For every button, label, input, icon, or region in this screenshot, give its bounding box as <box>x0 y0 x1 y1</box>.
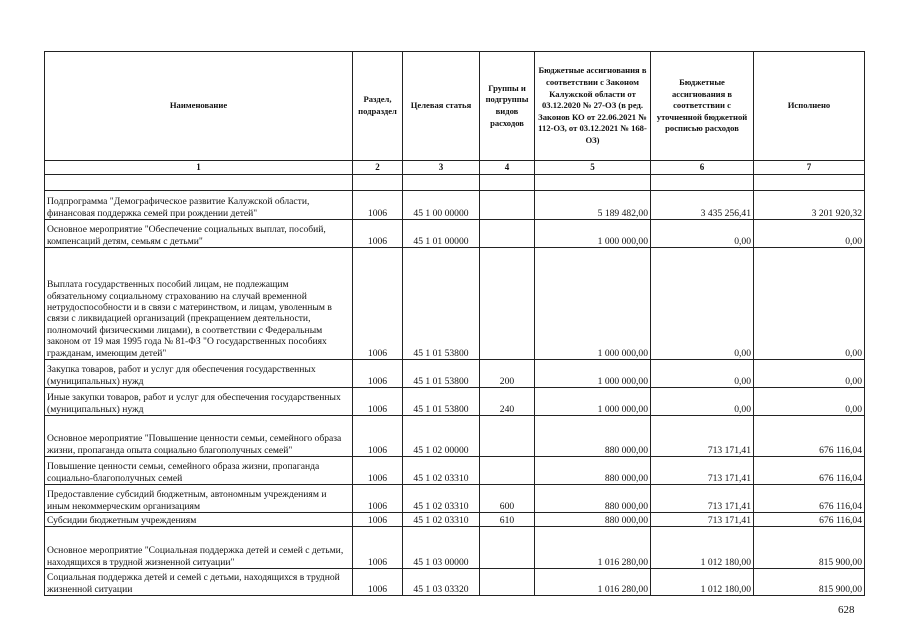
row-expense-group: 240 <box>480 388 535 416</box>
header-name: Наименование <box>45 52 353 161</box>
budget-sheet <box>44 51 865 596</box>
row-revised-amount: 3 435 256,41 <box>651 191 754 220</box>
table-row <box>45 457 865 485</box>
header-executed: Исполнено <box>754 52 865 161</box>
row-section: 1006 <box>353 569 403 596</box>
row-law-amount: 880 000,00 <box>535 485 651 513</box>
row-executed-amount: 0,00 <box>754 220 865 248</box>
row-section: 1006 <box>353 513 403 527</box>
table-row <box>45 248 865 360</box>
row-target-article: 45 1 03 00000 <box>403 527 480 569</box>
row-law-amount: 880 000,00 <box>535 513 651 527</box>
row-expense-group <box>480 527 535 569</box>
row-name: Основное мероприятие "Обеспечение социальных выплат, пособий, компенсаций детям, семьям с детьми" <box>45 220 353 248</box>
row-section: 1006 <box>353 360 403 388</box>
row-name: Основное мероприятие "Социальная поддержка детей и семей с детьми, находящихся в трудной жизненной ситуации" <box>45 527 353 569</box>
row-executed-amount: 815 900,00 <box>754 527 865 569</box>
row-expense-group: 600 <box>480 485 535 513</box>
row-target-article: 45 1 02 00000 <box>403 416 480 457</box>
row-revised-amount: 1 012 180,00 <box>651 527 754 569</box>
row-law-amount: 880 000,00 <box>535 457 651 485</box>
row-section: 1006 <box>353 248 403 360</box>
column-number: 3 <box>403 161 480 175</box>
row-target-article: 45 1 03 03320 <box>403 569 480 596</box>
row-revised-amount: 1 012 180,00 <box>651 569 754 596</box>
header-target-article: Целевая статья <box>403 52 480 161</box>
spacer-row <box>45 175 865 191</box>
row-expense-group: 610 <box>480 513 535 527</box>
row-name: Социальная поддержка детей и семей с детьми, находящихся в трудной жизненной ситуации <box>45 569 353 596</box>
column-number: 1 <box>45 161 353 175</box>
row-expense-group <box>480 220 535 248</box>
row-section: 1006 <box>353 191 403 220</box>
row-target-article: 45 1 02 03310 <box>403 457 480 485</box>
table-row <box>45 527 865 569</box>
row-law-amount: 1 000 000,00 <box>535 360 651 388</box>
row-law-amount: 1 000 000,00 <box>535 220 651 248</box>
row-law-amount: 880 000,00 <box>535 416 651 457</box>
row-executed-amount: 0,00 <box>754 248 865 360</box>
row-revised-amount: 713 171,41 <box>651 457 754 485</box>
row-expense-group <box>480 569 535 596</box>
row-section: 1006 <box>353 416 403 457</box>
column-number: 4 <box>480 161 535 175</box>
row-expense-group <box>480 191 535 220</box>
column-number: 5 <box>535 161 651 175</box>
row-section: 1006 <box>353 485 403 513</box>
page-number: 628 <box>838 604 855 616</box>
row-revised-amount: 0,00 <box>651 360 754 388</box>
row-executed-amount: 676 116,04 <box>754 513 865 527</box>
header-expense-groups: Группы и подгруппы видов расходов <box>480 52 535 161</box>
row-expense-group <box>480 457 535 485</box>
row-expense-group <box>480 248 535 360</box>
column-number: 2 <box>353 161 403 175</box>
row-revised-amount: 0,00 <box>651 388 754 416</box>
row-target-article: 45 1 02 03310 <box>403 513 480 527</box>
row-name: Подпрограмма "Демографическое развитие Калужской области, финансовая поддержка семей при рождении детей" <box>45 191 353 220</box>
row-law-amount: 1 016 280,00 <box>535 569 651 596</box>
row-executed-amount: 815 900,00 <box>754 569 865 596</box>
row-law-amount: 1 000 000,00 <box>535 388 651 416</box>
table-row <box>45 360 865 388</box>
row-name: Закупка товаров, работ и услуг для обеспечения государственных (муниципальных) нужд <box>45 360 353 388</box>
row-name: Иные закупки товаров, работ и услуг для обеспечения государственных (муниципальных) нужд <box>45 388 353 416</box>
row-target-article: 45 1 01 53800 <box>403 248 480 360</box>
row-section: 1006 <box>353 220 403 248</box>
row-executed-amount: 676 116,04 <box>754 457 865 485</box>
table-header-row <box>45 52 865 161</box>
row-executed-amount: 676 116,04 <box>754 416 865 457</box>
header-revised-allocations: Бюджетные ассигнования в соответствии с уточненной бюджетной росписью расходов <box>651 52 754 161</box>
row-name: Выплата государственных пособий лицам, не подлежащим обязательному социальному страхованию на случай временной нетрудоспособности и в связи с материнством, и лицам, уволенным в связи с ликвидацией организаций (прекращением деятельности, полномочий физическими лицами), в соответствии с Федеральным законом от 19 мая 1995 года № 81-ФЗ "О государственных пособиях гражданам, имеющим детей" <box>45 248 353 360</box>
row-name: Предоставление субсидий бюджетным, автономным учреждениям и иным некоммерческим организациям <box>45 485 353 513</box>
row-target-article: 45 1 01 00000 <box>403 220 480 248</box>
table-row <box>45 220 865 248</box>
row-name: Повышение ценности семьи, семейного образа жизни, пропаганда социально-благополучных семей <box>45 457 353 485</box>
column-number-row <box>45 161 865 175</box>
table-row <box>45 416 865 457</box>
row-revised-amount: 713 171,41 <box>651 416 754 457</box>
row-law-amount: 1 000 000,00 <box>535 248 651 360</box>
row-target-article: 45 1 00 00000 <box>403 191 480 220</box>
row-revised-amount: 0,00 <box>651 220 754 248</box>
row-expense-group <box>480 416 535 457</box>
column-number: 7 <box>754 161 865 175</box>
row-target-article: 45 1 01 53800 <box>403 388 480 416</box>
row-expense-group: 200 <box>480 360 535 388</box>
row-executed-amount: 676 116,04 <box>754 485 865 513</box>
row-section: 1006 <box>353 388 403 416</box>
row-name: Субсидии бюджетным учреждениям <box>45 513 353 527</box>
column-number: 6 <box>651 161 754 175</box>
header-law-allocations: Бюджетные ассигнования в соответствии с Законом Калужской области от 03.12.2020 № 27-ОЗ (в ред. Законов КО от 22.06.2021 № 112-ОЗ, от 03.12.2021 № 168-ОЗ) <box>535 52 651 161</box>
row-law-amount: 5 189 482,00 <box>535 191 651 220</box>
row-executed-amount: 0,00 <box>754 360 865 388</box>
row-target-article: 45 1 01 53800 <box>403 360 480 388</box>
row-target-article: 45 1 02 03310 <box>403 485 480 513</box>
table-row <box>45 388 865 416</box>
row-section: 1006 <box>353 457 403 485</box>
budget-table <box>44 51 865 596</box>
table-row <box>45 485 865 513</box>
row-revised-amount: 713 171,41 <box>651 513 754 527</box>
row-revised-amount: 713 171,41 <box>651 485 754 513</box>
row-name: Основное мероприятие "Повышение ценности семьи, семейного образа жизни, пропаганда опыта социально благополучных семей" <box>45 416 353 457</box>
row-revised-amount: 0,00 <box>651 248 754 360</box>
table-row <box>45 569 865 596</box>
row-section: 1006 <box>353 527 403 569</box>
header-section: Раздел, подраздел <box>353 52 403 161</box>
table-row <box>45 191 865 220</box>
table-row <box>45 513 865 527</box>
row-executed-amount: 0,00 <box>754 388 865 416</box>
row-law-amount: 1 016 280,00 <box>535 527 651 569</box>
row-executed-amount: 3 201 920,32 <box>754 191 865 220</box>
